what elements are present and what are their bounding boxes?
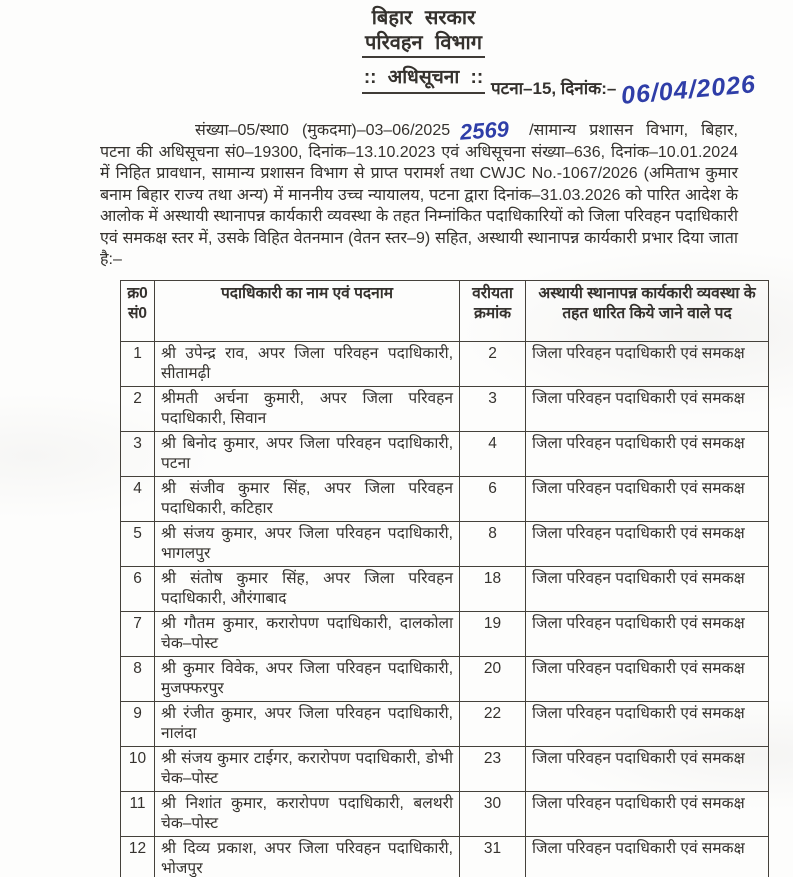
department-name-row <box>54 32 793 58</box>
header-seniority: वरीयता क्रमांक <box>460 280 526 341</box>
place-date-label: पटना–15, दिनांक:– <box>491 79 617 98</box>
post-cell: जिला परिवहन पदाधिकारी एवं समकक्ष <box>526 386 769 431</box>
serial-cell: 4 <box>121 476 155 521</box>
seniority-cell: 8 <box>460 521 526 566</box>
seniority-cell: 19 <box>460 611 526 656</box>
table-row <box>121 791 769 836</box>
government-name: बिहार सरकार <box>371 7 476 29</box>
serial-cell: 10 <box>121 746 155 791</box>
header-post-held: अस्थायी स्थानापन्न कार्यकारी व्यवस्था के तहत धारित किये जाने वाले पद <box>526 280 769 341</box>
post-cell: जिला परिवहन पदाधिकारी एवं समकक्ष <box>526 746 769 791</box>
serial-cell: 7 <box>121 611 155 656</box>
name-cell: श्री उपेन्द्र राव, अपर जिला परिवहन पदाधिकारी, सीतामढ़ी <box>155 341 460 386</box>
table-row <box>121 701 769 746</box>
seniority-cell: 23 <box>460 746 526 791</box>
seniority-cell: 20 <box>460 656 526 701</box>
seniority-cell: 30 <box>460 791 526 836</box>
name-cell: श्री संतोष कुमार सिंह, अपर जिला परिवहन पदाधिकारी, औरंगाबाद <box>155 566 460 611</box>
notification-title: :: अधिसूचना :: <box>362 68 485 94</box>
notification-paragraph <box>100 116 738 271</box>
name-cell: श्री कुमार विवेक, अपर जिला परिवहन पदाधिकारी, मुजफ्फरपुर <box>155 656 460 701</box>
table-row <box>121 611 769 656</box>
table-row <box>121 476 769 521</box>
table-row <box>121 566 769 611</box>
place-date-line <box>491 70 791 110</box>
post-cell: जिला परिवहन पदाधिकारी एवं समकक्ष <box>526 476 769 521</box>
seniority-cell: 2 <box>460 341 526 386</box>
name-cell: श्री गौतम कुमार, करारोपण पदाधिकारी, दालकोला चेक–पोस्ट <box>155 611 460 656</box>
seniority-cell: 22 <box>460 701 526 746</box>
header-serial: क्र0 सं0 <box>121 280 155 341</box>
officers-table-body <box>121 341 769 877</box>
memo-number-prefix: संख्या–05/स्था0 (मुकदमा)–03–06/2025 <box>195 121 451 139</box>
officers-table <box>120 280 769 877</box>
serial-cell: 3 <box>121 431 155 476</box>
name-cell: श्री दिव्य प्रकाश, अपर जिला परिवहन पदाधिकारी, भोजपुर <box>155 836 460 877</box>
name-cell: श्री रंजीत कुमार, अपर जिला परिवहन पदाधिकारी, नालंदा <box>155 701 460 746</box>
serial-cell: 9 <box>121 701 155 746</box>
serial-cell: 11 <box>121 791 155 836</box>
table-header-row <box>121 280 769 341</box>
seniority-cell: 3 <box>460 386 526 431</box>
serial-cell: 6 <box>121 566 155 611</box>
post-cell: जिला परिवहन पदाधिकारी एवं समकक्ष <box>526 341 769 386</box>
post-cell: जिला परिवहन पदाधिकारी एवं समकक्ष <box>526 521 769 566</box>
table-row <box>121 341 769 386</box>
table-row <box>121 431 769 476</box>
name-cell: श्रीमती अर्चना कुमारी, अपर जिला परिवहन पदाधिकारी, सिवान <box>155 386 460 431</box>
table-row <box>121 521 769 566</box>
serial-cell: 8 <box>121 656 155 701</box>
post-cell: जिला परिवहन पदाधिकारी एवं समकक्ष <box>526 701 769 746</box>
table-row <box>121 386 769 431</box>
name-cell: श्री संजीव कुमार सिंह, अपर जिला परिवहन पदाधिकारी, कटिहार <box>155 476 460 521</box>
post-cell: जिला परिवहन पदाधिकारी एवं समकक्ष <box>526 836 769 877</box>
seniority-cell: 6 <box>460 476 526 521</box>
department-name: परिवहन विभाग <box>362 32 485 58</box>
serial-cell: 5 <box>121 521 155 566</box>
officers-table-head <box>121 280 769 341</box>
seniority-cell: 4 <box>460 431 526 476</box>
serial-cell: 12 <box>121 836 155 877</box>
table-row <box>121 656 769 701</box>
name-cell: श्री निशांत कुमार, करारोपण पदाधिकारी, बलथरी चेक–पोस्ट <box>155 791 460 836</box>
name-cell: श्री बिनोद कुमार, अपर जिला परिवहन पदाधिकारी, पटना <box>155 431 460 476</box>
name-cell: श्री संजय कुमार, अपर जिला परिवहन पदाधिकारी, भागलपुर <box>155 521 460 566</box>
post-cell: जिला परिवहन पदाधिकारी एवं समकक्ष <box>526 791 769 836</box>
seniority-cell: 31 <box>460 836 526 877</box>
paragraph-text: /सामान्य प्रशासन विभाग, बिहार, पटना की अधिसूचना सं0–19300, दिनांक–13.10.2023 एवं अधिसूचना संख्या–636, दिनांक–10.01.2024 में निहित प्रावधान, सामान्य प्रशासन विभाग से प्राप्त परामर्श तथा CWJC No.-1067/2026 (अमिताभ कुमार बनाम बिहार राज्य तथा अन्य) में माननीय उच्च न्यायालय, पटना द्वारा दिनांक–31.03.2026 को पारित आदेश के आलोक में अस्थायी स्थानापन्न कार्यकारी व्यवस्था के तहत निम्नांकित पदाधिकारियों को जिला परिवहन पदाधिकारी एवं समकक्ष स्तर में, उसके विहित वेतनमान (वेतन स्तर–9) सहित, अस्थायी स्थानापन्न कार्यकारी प्रभार दिया जाता है:– <box>100 121 738 269</box>
seniority-cell: 18 <box>460 566 526 611</box>
name-cell: श्री संजय कुमार टाईगर, करारोपण पदाधिकारी, डोभी चेक–पोस्ट <box>155 746 460 791</box>
handwritten-date: 06/04/2026 <box>619 70 757 110</box>
header-name-designation: पदाधिकारी का नाम एवं पदनाम <box>155 280 460 341</box>
table-row <box>121 746 769 791</box>
post-cell: जिला परिवहन पदाधिकारी एवं समकक्ष <box>526 656 769 701</box>
serial-cell: 2 <box>121 386 155 431</box>
post-cell: जिला परिवहन पदाधिकारी एवं समकक्ष <box>526 431 769 476</box>
handwritten-memo-number: 2569 <box>459 116 510 145</box>
post-cell: जिला परिवहन पदाधिकारी एवं समकक्ष <box>526 566 769 611</box>
table-row <box>121 836 769 877</box>
serial-cell: 1 <box>121 341 155 386</box>
post-cell: जिला परिवहन पदाधिकारी एवं समकक्ष <box>526 611 769 656</box>
